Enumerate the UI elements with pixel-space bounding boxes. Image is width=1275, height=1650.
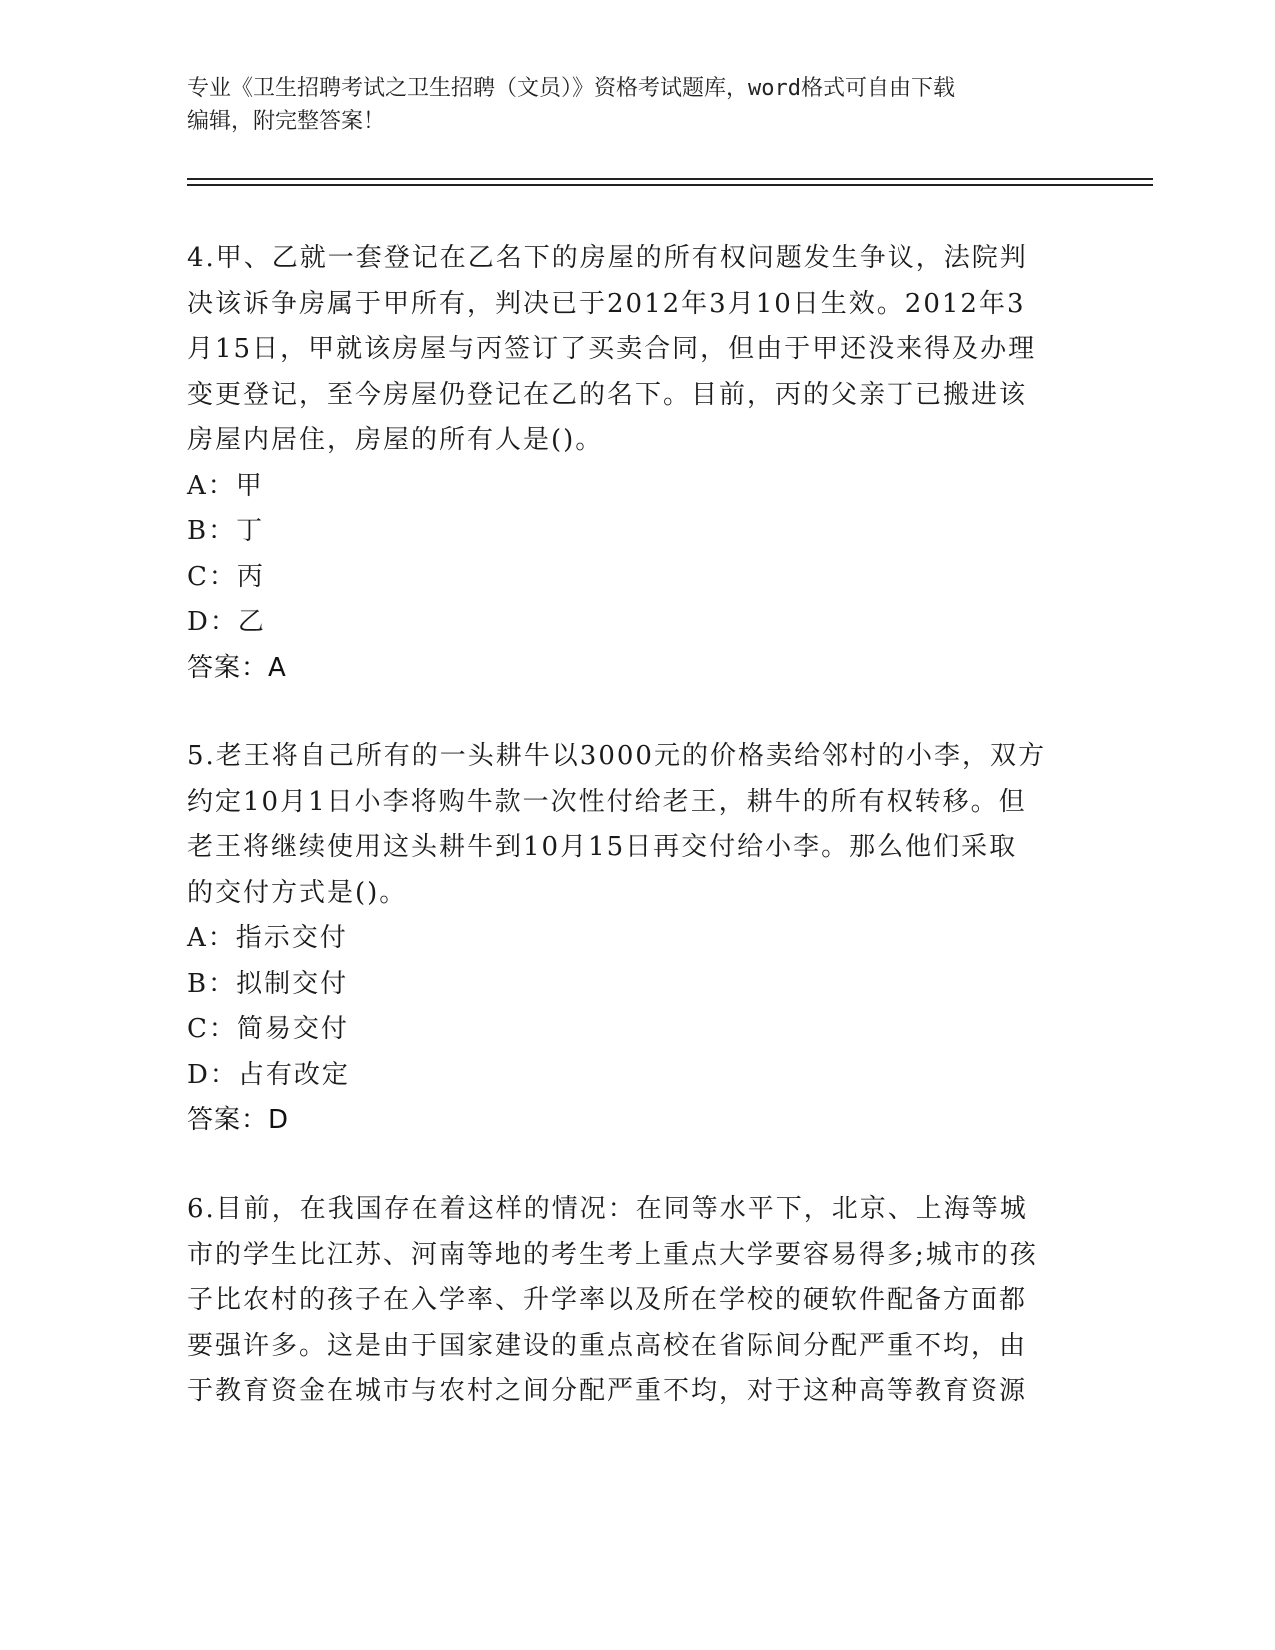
question-line: 要强许多。这是由于国家建设的重点高校在省际间分配严重不均，由 xyxy=(187,1330,1028,1361)
question-line: 老王将继续使用这头耕牛到10月15日再交付给小李。那么他们采取 xyxy=(187,832,1018,862)
option-d: D：乙 xyxy=(187,607,266,637)
question-line: 于教育资金在城市与农村之间分配严重不均，对于这种高等教育资源 xyxy=(187,1376,1028,1406)
option-a: A：指示交付 xyxy=(187,923,348,953)
header-divider-top xyxy=(187,178,1153,180)
question-line: 子比农村的孩子在入学率、升学率以及所在学校的硬软件配备方面都 xyxy=(187,1285,1028,1315)
question-line: 变更登记，至今房屋仍登记在乙的名下。目前，丙的父亲丁已搬进该 xyxy=(187,379,1028,410)
question-line: 5.老王将自己所有的一头耕牛以3000元的价格卖给邻村的小李，双方 xyxy=(187,741,1046,771)
question-4 xyxy=(187,236,1067,691)
question-5 xyxy=(187,734,1067,1144)
question-line: 约定10月1日小李将购牛款一次性付给老王，耕牛的所有权转移。但 xyxy=(187,786,1027,817)
option-c: C：简易交付 xyxy=(187,1014,349,1044)
question-line: 房屋内居住，房屋的所有人是()。 xyxy=(187,425,604,455)
option-a: A：甲 xyxy=(187,470,264,501)
option-d: D：占有改定 xyxy=(187,1059,350,1090)
header-divider-bottom xyxy=(187,184,1153,186)
question-line: 6.目前，在我国存在着这样的情况：在同等水平下，北京、上海等城 xyxy=(187,1194,1028,1224)
header-line-1: 专业《卫生招聘考试之卫生招聘（文员）》资格考试题库，word格式可自由下载 xyxy=(187,76,955,101)
question-line: 的交付方式是()。 xyxy=(187,877,408,908)
question-line: 4.甲、乙就一套登记在乙名下的房屋的所有权问题发生争议，法院判 xyxy=(187,243,1028,273)
answer: 答案：A xyxy=(187,652,287,683)
question-line: 决该诉争房属于甲所有，判决已于2012年3月10日生效。2012年3 xyxy=(187,288,1026,319)
option-b: B：拟制交付 xyxy=(187,968,349,999)
question-line: 市的学生比江苏、河南等地的考生考上重点大学要容易得多;城市的孩 xyxy=(187,1239,1038,1270)
answer: 答案：D xyxy=(187,1105,290,1135)
option-b: B：丁 xyxy=(187,516,265,546)
option-c: C：丙 xyxy=(187,561,265,592)
question-6 xyxy=(187,1187,1067,1415)
question-line: 月15日，甲就该房屋与丙签订了买卖合同，但由于甲还没来得及办理 xyxy=(187,334,1037,364)
header-line-2: 编辑，附完整答案！ xyxy=(187,109,386,134)
document-header xyxy=(187,72,1067,138)
